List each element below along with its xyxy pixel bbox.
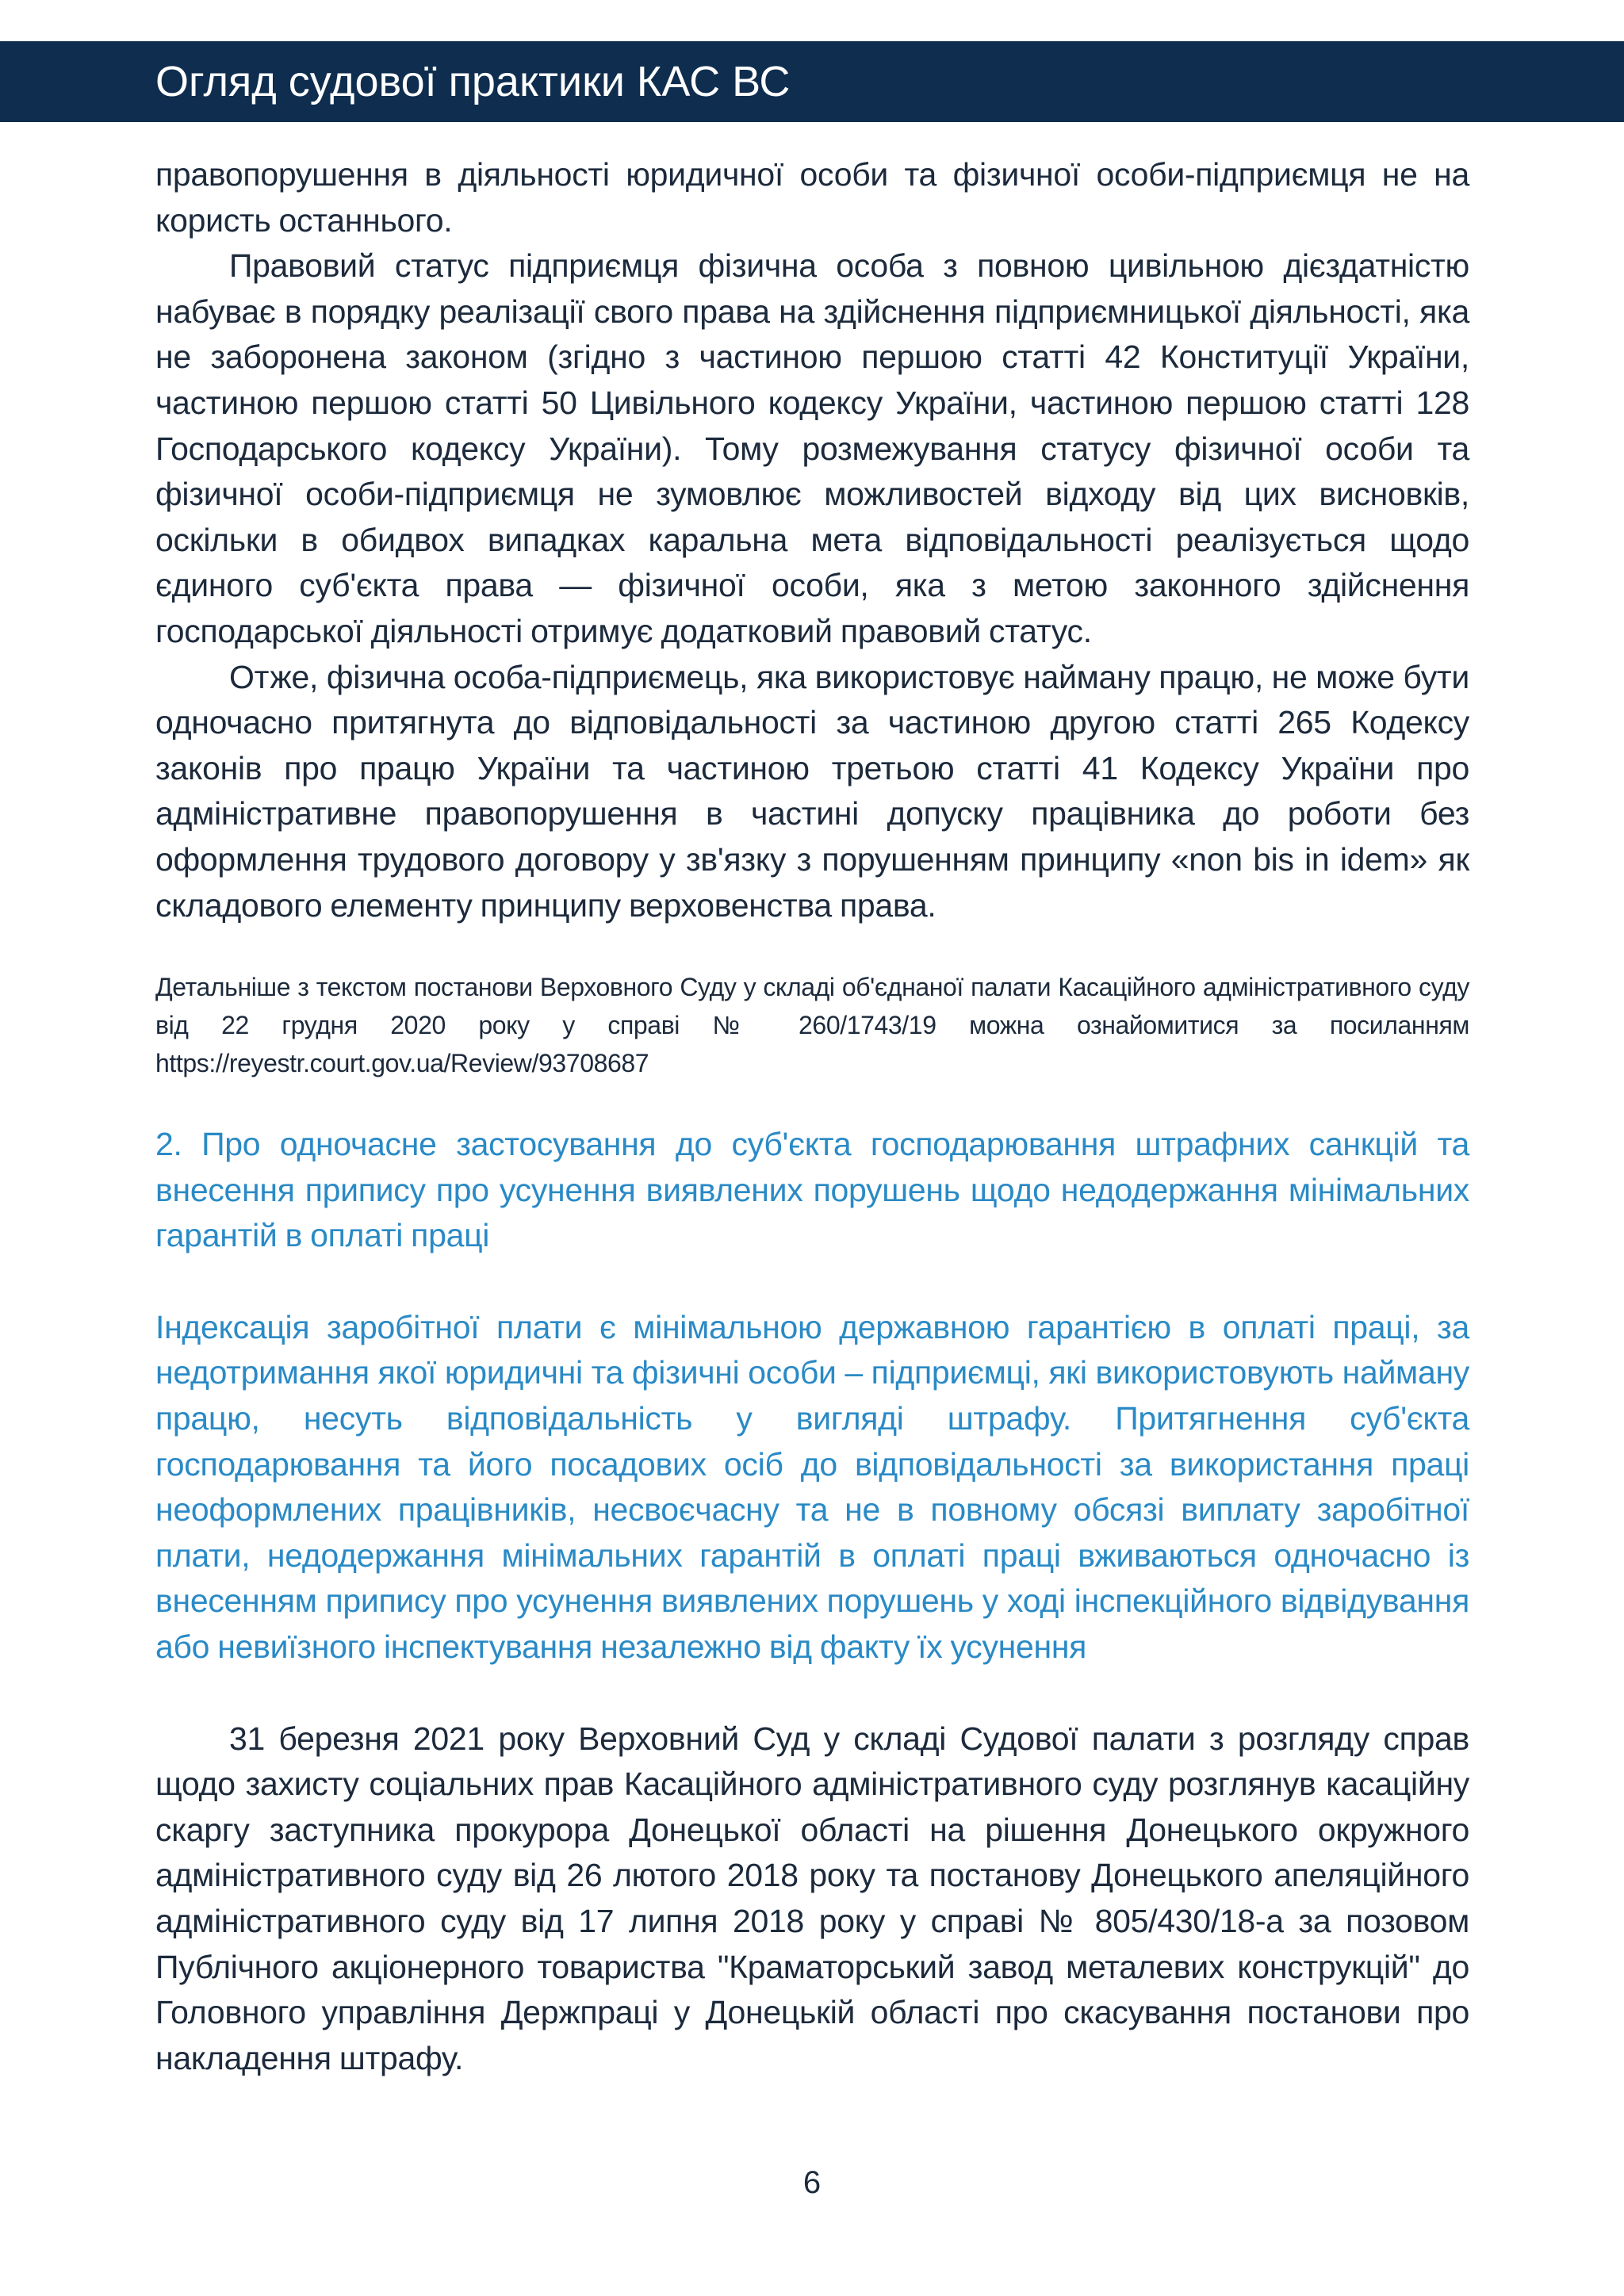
header-bar (0, 41, 1624, 122)
paragraph-conclusion: Отже, фізична особа-підприємець, яка використовує найману працю, не може бути одночасно притягнута до відповідальності за частиною другою статті 265 Кодексу законів про працю України та частиною третьою статті 41 Кодексу України про адміністративне правопорушення в частині допуску працівника до роботи без оформлення трудового договору у зв'язку з порушенням принципу «non bis in idem» як складового елементу принципу верховенства права. (155, 658, 1469, 924)
paragraph-continuation: правопорушення в діяльності юридичної особи та фізичної особи-підприємця не на користь останнього. (155, 156, 1469, 239)
section-heading: 2. Про одночасне застосування до суб'єкта господарювання штрафних санкцій та внесення припису про усунення виявлених порушень щодо недодержання мінімальних гарантій в оплаті праці (155, 1126, 1469, 1254)
page-number: 6 (802, 2165, 822, 2200)
paragraph-case-description: 31 березня 2021 року Верховний Суд у складі Судової палати з розгляду справ щодо захисту соціальних прав Касаційного адміністративного суду розглянув касаційну скаргу заступника прокурора Донецької області на рішення Донецького окружного адміністративного суду від 26 лютого 2018 року та постанову Донецького апеляційного адміністративного суду від 17 липня 2018 року у справі № 805/430/18-а за позовом Публічного акціонерного товариства "Краматорський завод металевих конструкцій" до Головного управління Держпраці у Донецькій області про скасування постанови про накладення штрафу. (155, 1720, 1469, 2076)
paragraph-legal-status: Правовий статус підприємця фізична особа з повною цивільною дієздатністю набуває в порядку реалізації свого права на здійснення підприємницької діяльності, яка не заборонена законом (згідно з частиною першою статті 42 Конституції України, частиною першою статті 50 Цивільного кодексу України, частиною першою статті 128 Господарського кодексу України). Тому розмежування статусу фізичної особи та фізичної особи-підприємця не зумовлює можливостей відходу від цих висновків, оскільки в обидвох випадках каральна мета відповідальності реалізується щодо єдиного суб'єкта права — фізичної особи, яка з метою законного здійснення господарської діяльності отримує додатковий правовий статус. (155, 247, 1469, 649)
highlight-summary: Індексація заробітної плати є мінімальною державною гарантією в оплаті праці, за недотримання якої юридичні та фізичні особи – підприємці, які використовують найману працю, несуть відповідальність у вигляді штрафу. Притягнення суб'єкта господарювання та його посадових осіб до відповідальності за використання праці неоформлених працівників, несвоєчасну та не в повному обсязі виплату заробітної плати, недодержання мінімальних гарантій в оплаті праці вживаються одночасно із внесенням припису про усунення виявлених порушень у ході інспекційного відвідування або невиїзного інспектування незалежно від факту їх усунення (155, 1308, 1469, 1666)
reference-note: Детальніше з текстом постанови Верховного Суду у складі об'єднаної палати Касаційного адміністративного суду від 22 грудня 2020 року у справі № 260/1743/19 можна ознайомитися за посиланням https://reyestr.court.gov.ua/Review/93708687 (155, 973, 1469, 1078)
document-body (155, 152, 1469, 2081)
header-title: Огляд судової практики КАС ВС (155, 58, 791, 105)
